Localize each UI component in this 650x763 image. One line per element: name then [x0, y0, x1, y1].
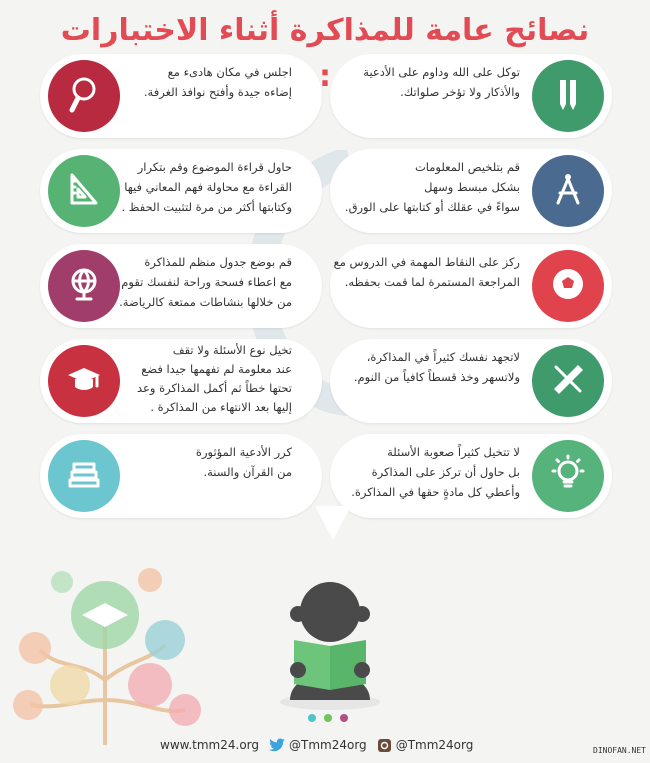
- lightbulb-icon: [548, 454, 588, 498]
- ruler-pencil-badge: [532, 345, 604, 417]
- books-icon: [64, 454, 104, 498]
- tip-line: وأعطي كل مادةٍ حقها في المذاكرة.: [351, 485, 520, 499]
- graduation-cap-badge: [48, 345, 120, 417]
- globe-badge: [48, 250, 120, 322]
- tip-line: اجلس في مكان هادىء مع: [167, 65, 292, 79]
- tip-line: إليها بعد الانتهاء من المذاكرة .: [150, 400, 292, 414]
- left-tip-card: [40, 149, 322, 233]
- tip-text: [354, 347, 520, 387]
- tip-text: [119, 252, 292, 312]
- soccer-ball-badge: [532, 250, 604, 322]
- ruler-pencil-icon: [548, 359, 588, 403]
- tip-line: بشكل مبسط وسهل: [424, 180, 520, 194]
- page-title: نصائح عامة للمذاكرة أثناء الاختبارات :: [60, 13, 590, 94]
- tip-line: قم بوضع جدول منظم للمذاكرة: [144, 255, 292, 269]
- tip-line: من خلالها بنشاطات ممتعة كالرياضة.: [119, 295, 292, 309]
- right-tip-card: [330, 339, 612, 423]
- website-link[interactable]: www.tmm24.org: [160, 738, 260, 752]
- tip-line: ركز على النقاط المهمة في الدروس مع: [333, 255, 520, 269]
- tip-text: [363, 62, 520, 102]
- compass-icon: [548, 169, 588, 213]
- tip-text: [144, 62, 292, 102]
- brand-watermark: DINOFAN.NET: [593, 746, 646, 755]
- tip-line: وكتابتها أكثر من مرة لتثبيت الحفظ .: [121, 200, 292, 214]
- tip-line: إضاءه جيدة وأفتح نوافذ الغرفة.: [143, 85, 292, 99]
- graduation-cap-icon: [64, 359, 104, 403]
- triangle-ruler-badge: [48, 155, 120, 227]
- tip-text: [137, 341, 292, 417]
- idea-tree-illustration: [0, 560, 210, 750]
- triangle-ruler-icon: [64, 169, 104, 213]
- tip-line: من القرآن والسنة.: [203, 465, 292, 479]
- instagram-icon: [377, 738, 392, 753]
- tip-line: ولاتسهر وخذ قسطاً كافياً من النوم.: [353, 370, 520, 384]
- tip-line: لاتجهد نفسك كثيراً في المذاكرة،: [366, 350, 520, 364]
- left-tip-card: [40, 54, 322, 138]
- soccer-ball-icon: [548, 264, 588, 308]
- compass-badge: [532, 155, 604, 227]
- tip-line: لا تتخيل كثيراً صعوبة الأسئلة: [387, 445, 520, 459]
- footer: [160, 733, 500, 757]
- tip-line: قم بتلخيص المعلومات: [414, 160, 520, 174]
- tip-line: عند معلومة لم تفهمها جيدا فضع: [141, 362, 292, 376]
- tip-text: [334, 252, 520, 292]
- globe-icon: [64, 264, 104, 308]
- right-tip-card: [330, 149, 612, 233]
- tip-line: بل حاول أن تركز على المذاكرة: [371, 465, 520, 479]
- tip-line: القراءة مع محاولة فهم المعاني فيها: [124, 180, 292, 194]
- tip-text: [351, 442, 520, 502]
- tip-line: المراجعة المستمرة لما قمت بحفظه.: [344, 275, 520, 289]
- tip-text: [196, 442, 292, 482]
- student-reading-illustration: [270, 580, 390, 710]
- tip-text: [121, 157, 292, 217]
- lightbulb-badge: [532, 440, 604, 512]
- tip-text: [345, 157, 520, 217]
- page-dot[interactable]: [308, 714, 316, 722]
- left-tip-card: [40, 339, 322, 423]
- tip-line: توكل على الله وداوم على الأدعية: [363, 65, 520, 79]
- right-tip-card: [330, 434, 612, 518]
- pencils-icon: [548, 74, 588, 118]
- pagination-dots: [308, 714, 348, 722]
- tip-line: تخيل نوع الأسئلة ولا تقف: [172, 343, 292, 357]
- page-dot[interactable]: [340, 714, 348, 722]
- tip-line: تحتها خطاً ثم أكمل المذاكرة وعد: [137, 381, 292, 395]
- left-tip-card: [40, 244, 322, 328]
- tip-line: والأذكار ولا تؤخر صلواتك.: [400, 85, 520, 99]
- tip-line: كرر الأدعية المؤثورة: [195, 445, 292, 459]
- page-dot[interactable]: [324, 714, 332, 722]
- magnifier-icon: [64, 74, 104, 118]
- tip-line: حاول قراءة الموضوع وقم بتكرار: [137, 160, 292, 174]
- twitter-icon: [269, 738, 285, 752]
- magnifier-badge: [48, 60, 120, 132]
- tip-line: مع اعطاء فسحة وراحة لنفسك تقوم: [121, 275, 292, 289]
- right-tip-card: [330, 244, 612, 328]
- left-tip-card: [40, 434, 322, 518]
- instagram-link[interactable]: @Tmm24org: [377, 738, 474, 753]
- right-tip-card: [330, 54, 612, 138]
- twitter-link[interactable]: @Tmm24org: [269, 738, 367, 752]
- books-badge: [48, 440, 120, 512]
- speech-tail: [315, 506, 351, 540]
- pencils-badge: [532, 60, 604, 132]
- tip-line: سواءً في عقلك أو كتابتها على الورق.: [344, 200, 520, 214]
